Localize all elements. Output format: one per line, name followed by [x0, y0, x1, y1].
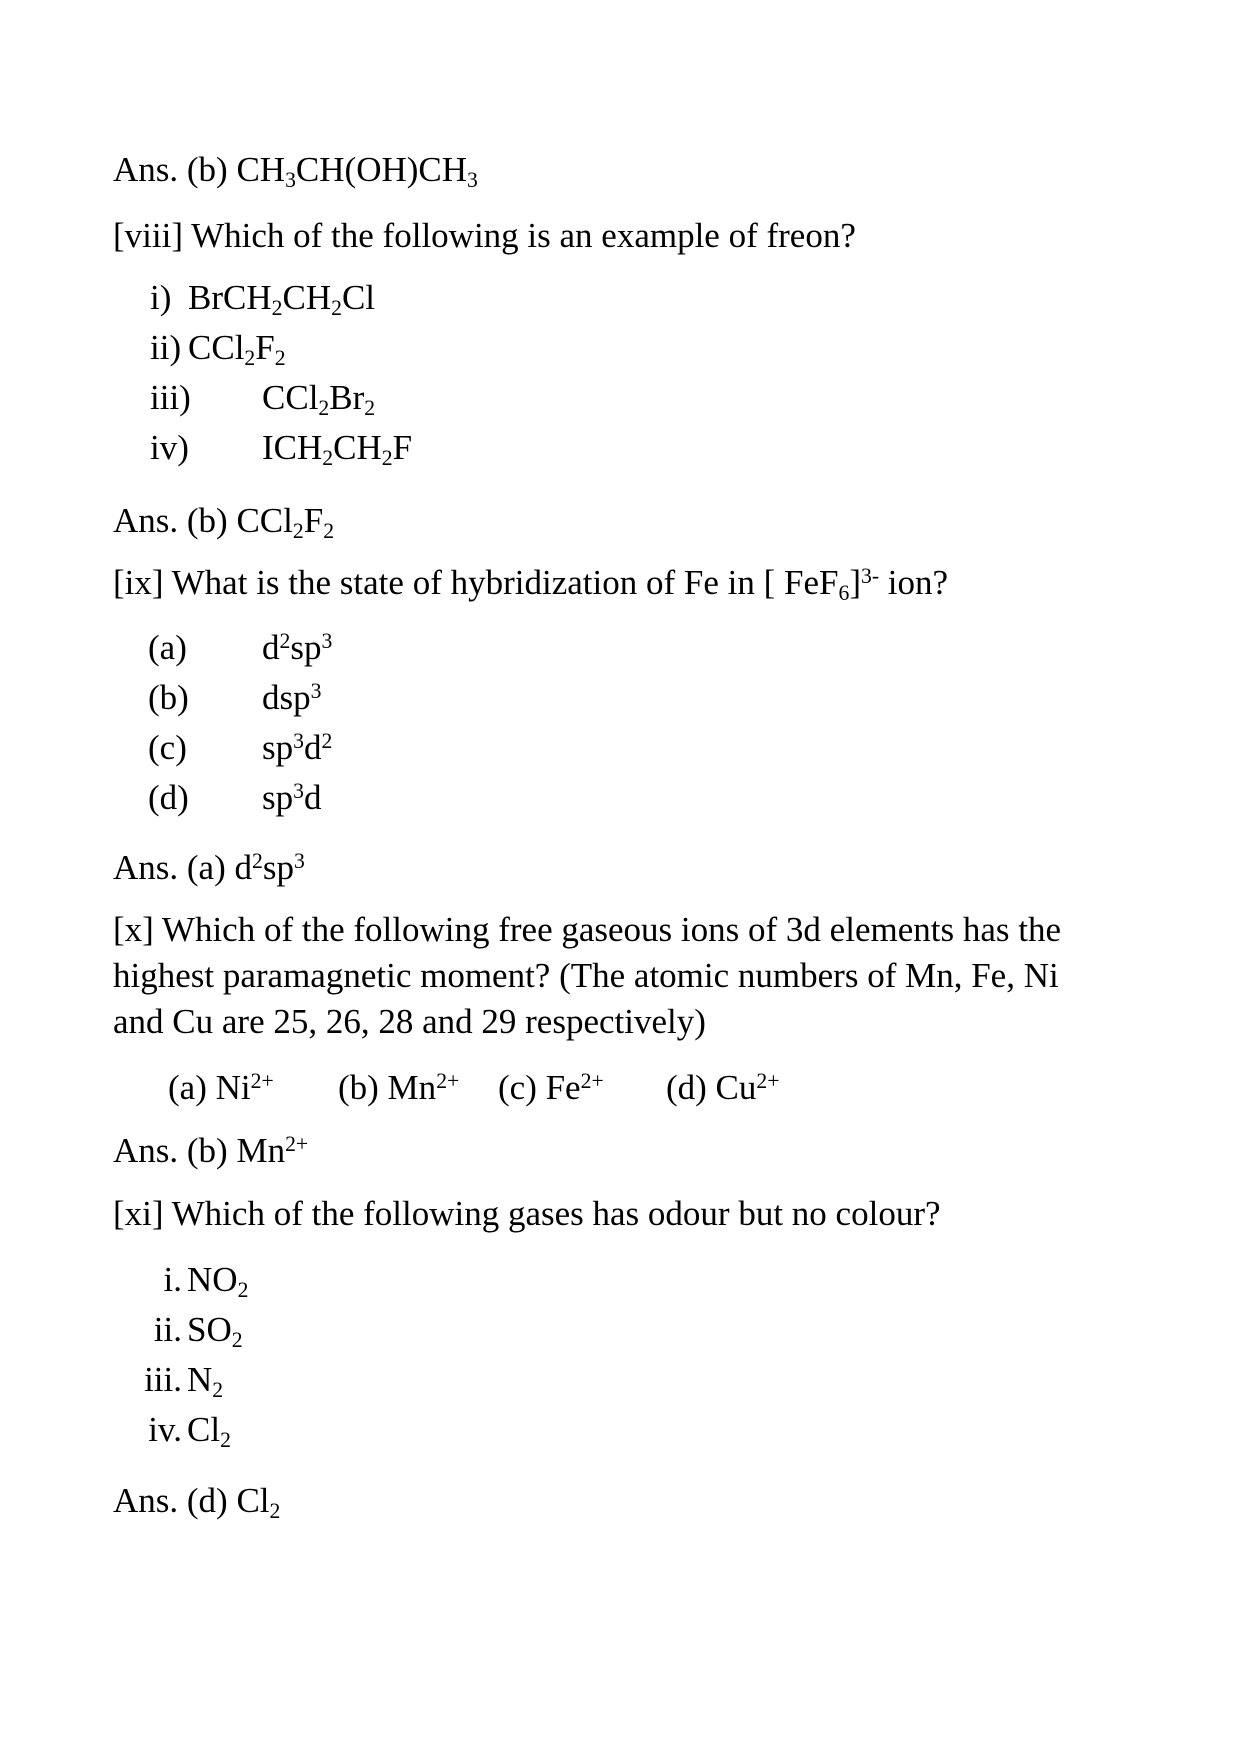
option-text: $d^2sp^3$	[262, 628, 333, 667]
option-number: ii)	[150, 328, 182, 367]
answer-x: Ans. (b) $Mn^{2+}$	[113, 1131, 309, 1170]
option-number: ii.	[153, 1310, 182, 1349]
option-text: (c) $Fe^{2+}$	[498, 1068, 604, 1107]
option-text: (b) $Mn^{2+}$	[338, 1068, 460, 1107]
option-text: $CCl_2F_2$	[188, 328, 286, 371]
option-number: (d)	[148, 778, 189, 817]
option-text: $BrCH_2CH_2Cl$	[188, 278, 376, 321]
option-number: i.	[163, 1260, 182, 1299]
question-ix: [ix] What is the state of hybridization of Fe in [ FeF$_6$]$^{3-}$ ion?	[113, 563, 949, 606]
option-number: i)	[150, 278, 172, 317]
question-x-line: and Cu are 25, 26, 28 and 29 respectively)	[113, 1002, 706, 1041]
answer-viii: Ans. (b) $CCl_2F_2$	[113, 501, 335, 544]
option-number: iv.	[148, 1410, 182, 1449]
option-number: iii.	[144, 1360, 182, 1399]
option-number: iv)	[150, 428, 189, 467]
option-text: $N_2$	[187, 1360, 224, 1403]
option-number: (a)	[148, 628, 187, 667]
question-x-line: highest paramagnetic moment? (The atomic numbers of Mn, Fe, Ni	[113, 956, 1059, 995]
option-text: (d) $Cu^{2+}$	[666, 1068, 780, 1107]
option-text: $NO_2$	[187, 1260, 249, 1303]
option-text: $SO_2$	[187, 1310, 243, 1353]
answer-vii: Ans. (b) $CH_3CH(OH)CH_3$	[113, 150, 478, 193]
answer-xi: Ans. (d) $Cl_2$	[113, 1481, 281, 1524]
option-text: (a) $Ni^{2+}$	[168, 1068, 274, 1107]
option-number: iii)	[150, 378, 191, 417]
option-text: $CCl_2Br_2$	[262, 378, 376, 421]
question-viii: [viii] Which of the following is an example of freon?	[113, 216, 856, 255]
question-xi: [xi] Which of the following gases has odour but no colour?	[113, 1194, 941, 1233]
option-text: $sp^3d^2$	[262, 728, 333, 767]
option-text: $ICH_2CH_2F$	[262, 428, 413, 471]
option-text: dsp$^3$	[262, 678, 322, 717]
answer-ix: Ans. (a) $d^2sp^3$	[113, 848, 305, 887]
option-number: (b)	[148, 678, 189, 717]
option-number: (c)	[148, 728, 187, 767]
option-text: $Cl_2$	[187, 1410, 231, 1453]
option-text: $sp^3d$	[262, 778, 322, 817]
question-x-line: [x] Which of the following free gaseous ions of 3d elements has the	[113, 910, 1061, 949]
